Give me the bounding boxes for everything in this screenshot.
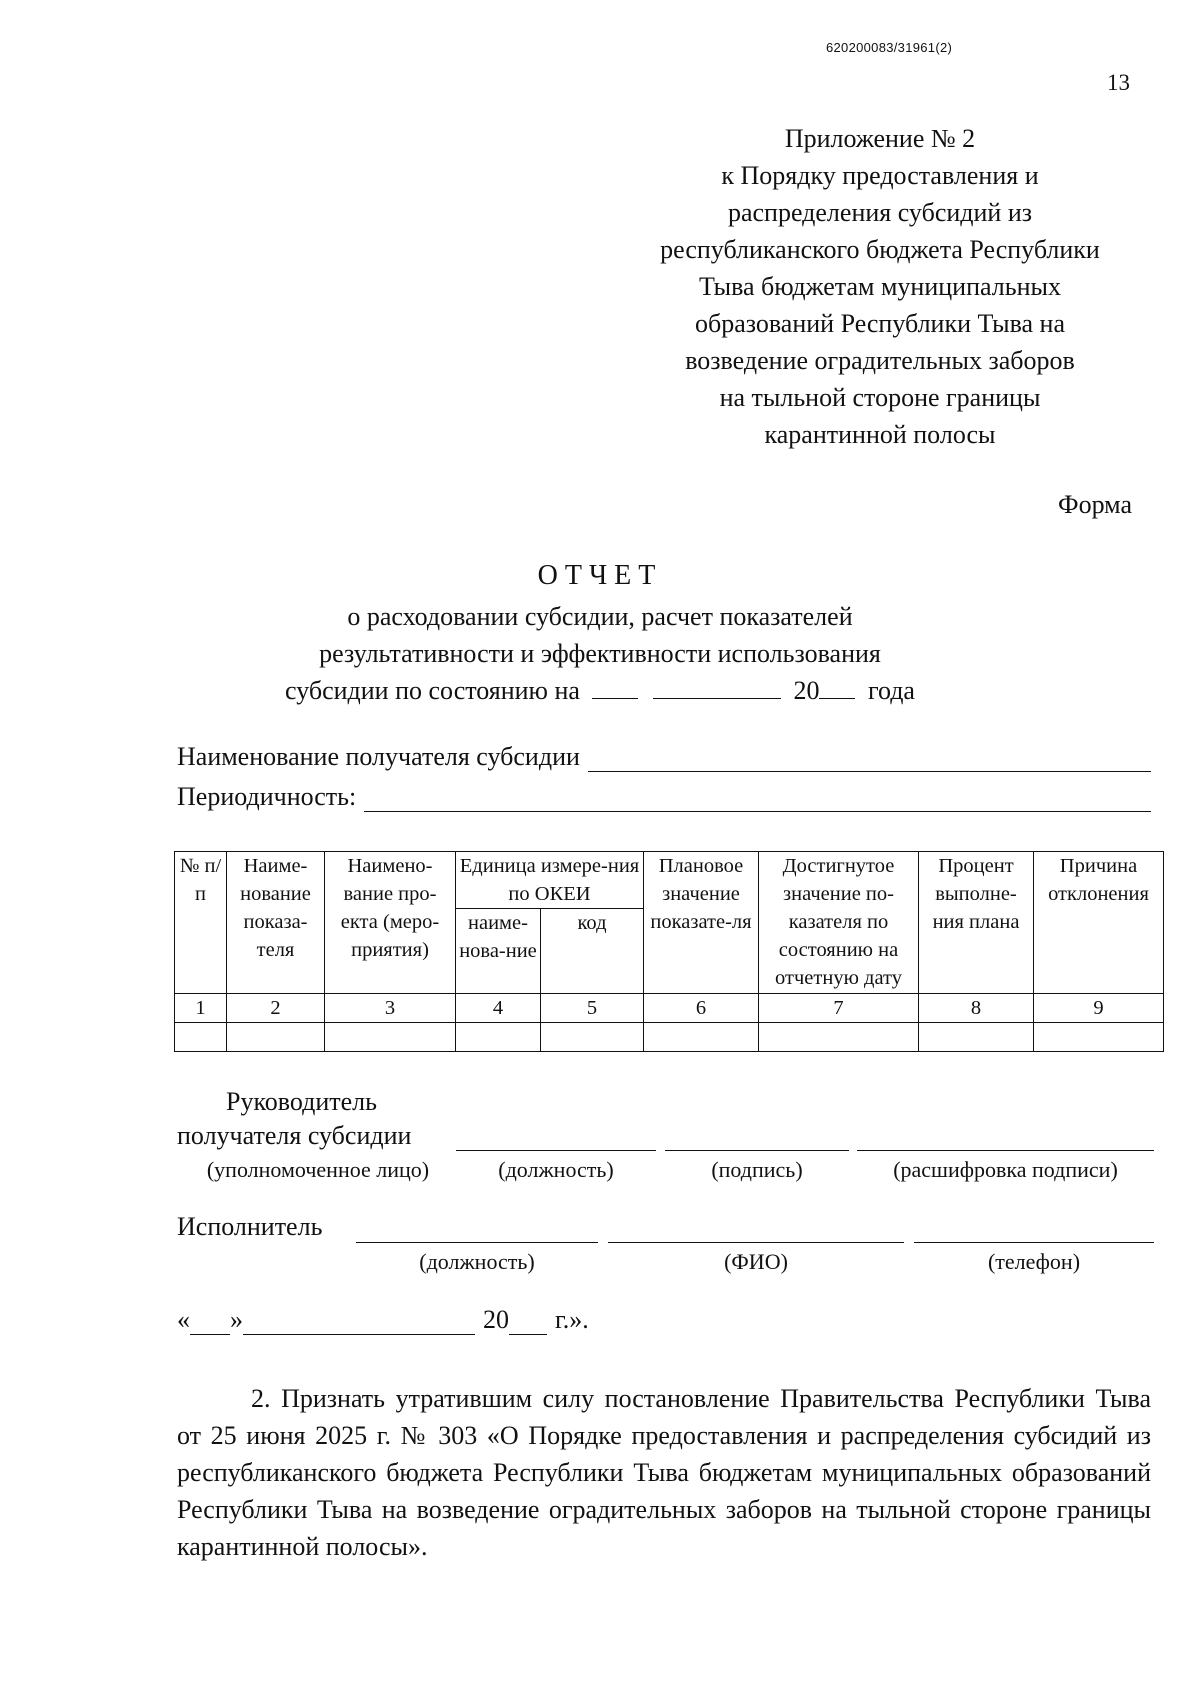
report-date-prefix: субсидии по состоянию на — [285, 676, 580, 705]
head-label-line1: Руководитель — [226, 1087, 377, 1116]
executor-position-caption: (должность) — [419, 1249, 535, 1274]
appendix-line: Тыва бюджетам муниципальных — [699, 272, 1061, 301]
header-cell-unit-name: наиме-нова-ние — [456, 909, 541, 994]
table-cell-empty[interactable] — [919, 1023, 1034, 1052]
header-cell-unit: Единица измере-ния по ОКЕИ — [456, 852, 644, 909]
appendix-line: к Порядку предоставления и — [721, 161, 1039, 190]
report-subtitle-line: о расходовании субсидии, расчет показателей — [347, 602, 853, 631]
header-cell-number: № п/п — [175, 852, 227, 994]
page-number: 13 — [1107, 70, 1130, 95]
report-year-suffix: года — [867, 676, 915, 705]
column-number-cell: 5 — [541, 994, 644, 1023]
header-cell-unit-code: код — [541, 909, 644, 994]
date-year-prefix: 20 — [483, 1305, 509, 1334]
header-cell-percent: Процент выполне-ния плана — [919, 852, 1034, 994]
header-cell-achieved: Достигнутое значение по-казателя по состоянию на отчетную дату — [759, 852, 919, 994]
appendix-line: распределения субсидий из — [727, 198, 1033, 227]
column-number-cell: 9 — [1034, 994, 1164, 1023]
table-cell-empty[interactable] — [325, 1023, 456, 1052]
column-number-cell: 2 — [227, 994, 325, 1023]
decoding-caption: (расшифровка подписи) — [893, 1157, 1118, 1182]
column-number-cell: 8 — [919, 994, 1034, 1023]
table-cell-empty[interactable] — [227, 1023, 325, 1052]
periodicity-field — [177, 782, 1151, 812]
periodicity-label: Периодичность: — [177, 782, 357, 811]
head-caption: (уполномоченное лицо) — [206, 1157, 430, 1182]
form-label: Форма — [1058, 490, 1132, 519]
report-table — [174, 851, 1164, 1052]
executor-fio-line[interactable] — [608, 1240, 904, 1243]
date-quote-close: » — [230, 1305, 243, 1334]
executor-phone-caption: (телефон) — [987, 1249, 1081, 1274]
head-decoding-line[interactable] — [857, 1148, 1154, 1151]
repeal-paragraph-text: 2. Признать утратившим силу постановление Правительства Республики Тыва от 25 июня 2025 г. № 303 «О Порядке предоставления и распределения субсидий из республиканского бюджета Республики Тыва бюджетам муниципальных образований Республики Тыва на возведение оградительных заборов на тыльной стороне границы карантинной полосы». — [177, 1384, 1151, 1561]
date-day-blank[interactable] — [190, 1310, 230, 1335]
repeal-paragraph — [177, 1380, 1151, 1565]
date-month-blank[interactable] — [243, 1310, 475, 1335]
appendix-line: возведение оградительных заборов — [685, 346, 1075, 375]
recipient-label: Наименование получателя субсидии — [177, 742, 580, 771]
appendix-heading — [612, 120, 1148, 453]
report-subtitle — [0, 598, 1200, 709]
recipient-field — [177, 742, 1151, 772]
day-blank[interactable] — [592, 674, 638, 699]
report-date-line — [0, 672, 1200, 709]
table-cell-empty[interactable] — [175, 1023, 227, 1052]
header-cell-project: Наимено-вание про-екта (меро-приятия) — [325, 852, 456, 994]
executor-position-line[interactable] — [356, 1240, 598, 1243]
table-cell-empty[interactable] — [541, 1023, 644, 1052]
header-cell-indicator: Наиме-нование показа-теля — [227, 852, 325, 994]
date-suffix: г.». — [555, 1305, 589, 1334]
position-caption: (должность) — [498, 1157, 614, 1182]
table-cell-empty[interactable] — [759, 1023, 919, 1052]
column-number-cell: 3 — [325, 994, 456, 1023]
appendix-line: образований Республики Тыва на — [694, 309, 1066, 338]
column-number-cell: 7 — [759, 994, 919, 1023]
executor-phone-line[interactable] — [914, 1240, 1154, 1243]
year-blank[interactable] — [819, 674, 855, 699]
table-cell-empty[interactable] — [644, 1023, 759, 1052]
date-quote-open: « — [177, 1305, 190, 1334]
report-year-prefix: 20 — [793, 676, 820, 705]
column-number-cell: 4 — [456, 994, 541, 1023]
date-line — [177, 1305, 589, 1335]
report-subtitle-line: результативности и эффективности использования — [319, 639, 881, 668]
signature-caption: (подпись) — [711, 1157, 803, 1182]
date-year-blank[interactable] — [509, 1310, 547, 1335]
head-position-line[interactable] — [456, 1148, 656, 1151]
appendix-line: на тыльной стороне границы — [719, 383, 1041, 412]
header-cell-reason: Причина отклонения — [1034, 852, 1164, 994]
appendix-line: Приложение № 2 — [784, 124, 976, 153]
executor-fio-caption: (ФИО) — [724, 1249, 788, 1274]
header-cell-plan: Плановое значение показате-ля — [644, 852, 759, 994]
periodicity-input-line[interactable] — [364, 785, 1151, 812]
month-blank[interactable] — [653, 674, 781, 699]
column-number-cell: 1 — [175, 994, 227, 1023]
appendix-line: карантинной полосы — [764, 420, 996, 449]
appendix-line: республиканского бюджета Республики — [660, 235, 1100, 264]
table-cell-empty[interactable] — [456, 1023, 541, 1052]
report-title: ОТЧЕТ — [537, 560, 663, 591]
executor-label: Исполнитель — [177, 1212, 323, 1241]
head-signature-line[interactable] — [665, 1148, 849, 1151]
head-label-line2: получателя субсидии — [177, 1121, 412, 1150]
table-cell-empty[interactable] — [1034, 1023, 1164, 1052]
recipient-input-line[interactable] — [588, 745, 1151, 772]
column-number-cell: 6 — [644, 994, 759, 1023]
document-code: 620200083/31961(2) — [826, 40, 953, 55]
